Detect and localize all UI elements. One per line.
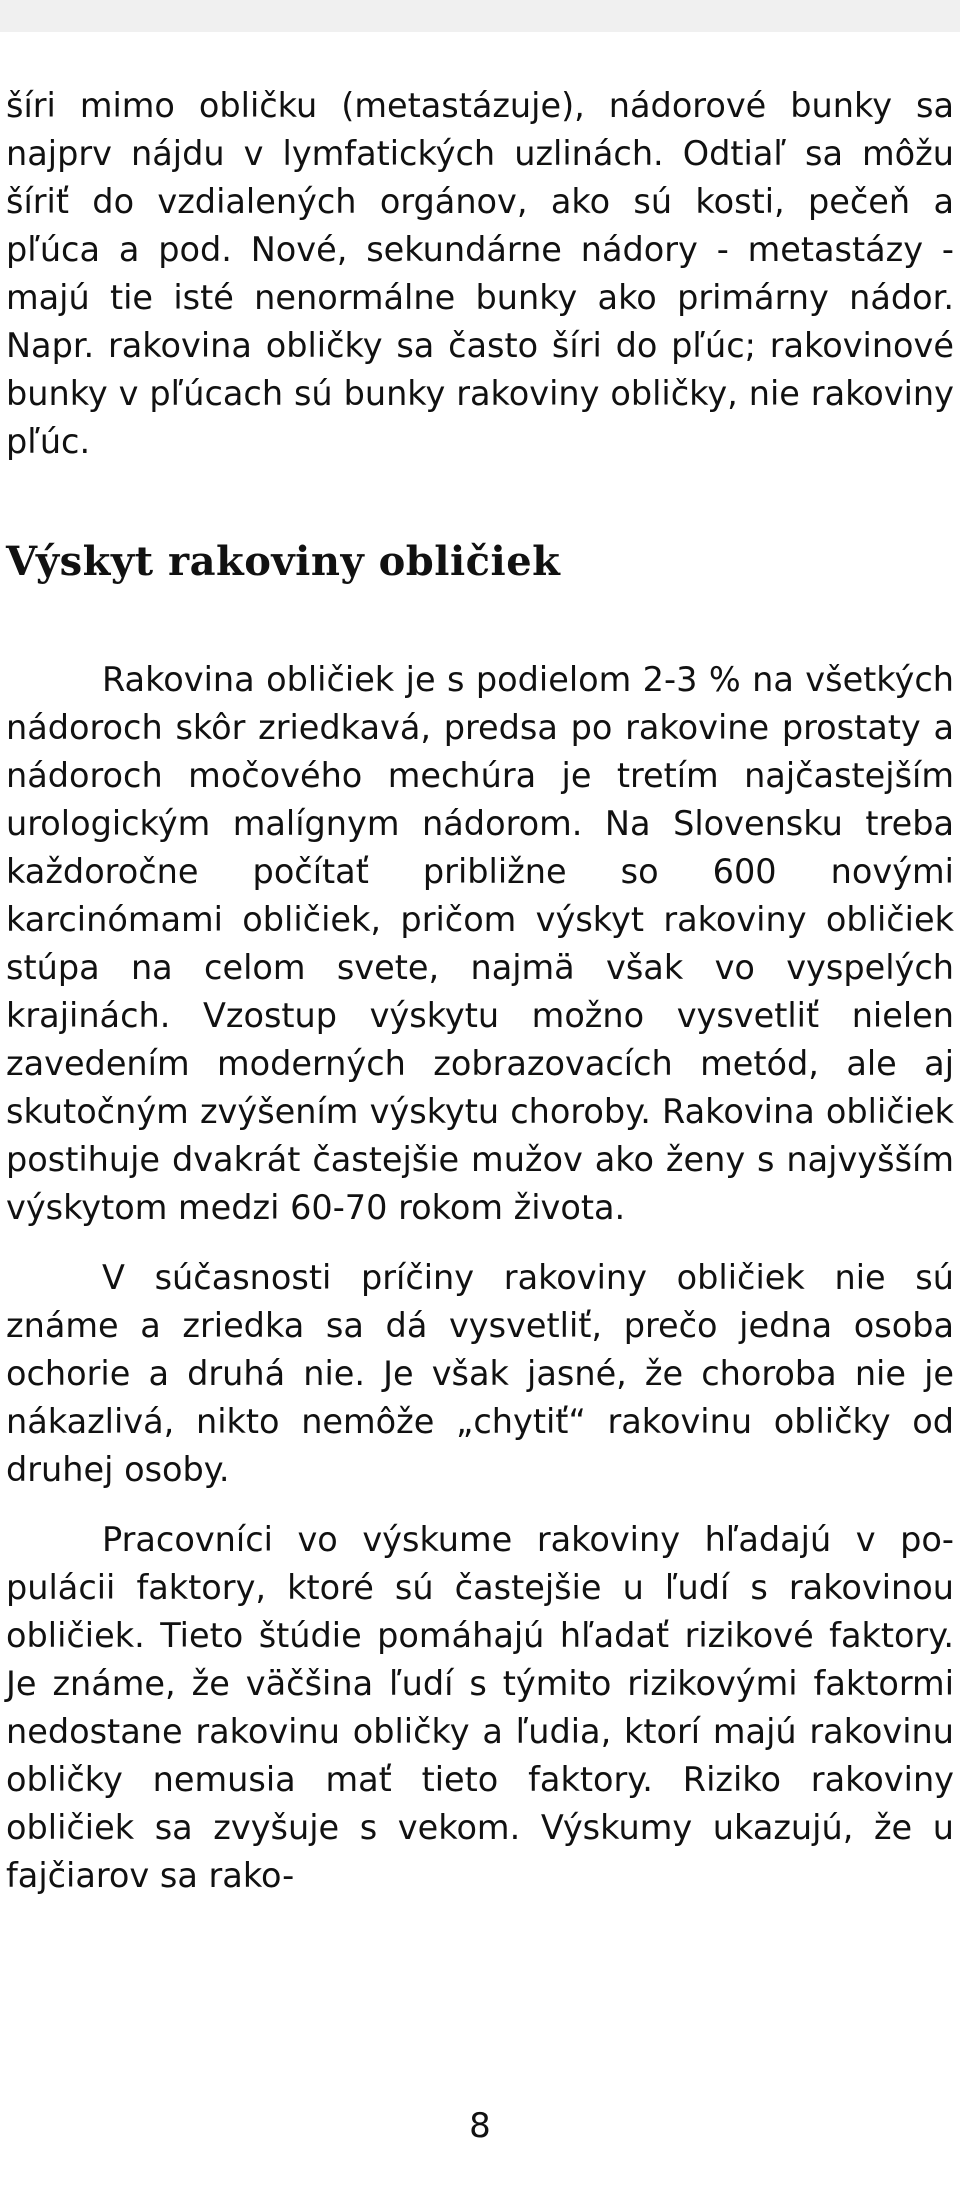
- section-heading-wrapper: [6, 537, 954, 587]
- paragraph-spacer: [6, 1494, 954, 1516]
- intro-paragraph: šíri mimo obličku (metastázuje), nádorové bunky sa najprv nájdu v lymfatických uzlinách. Odtiaľ sa môžu šíriť do vzdialených orgánov, ako sú kosti, pečeň a pľúca a pod. Nové, sekundárne nádory - metastázy - majú tie isté nenormálne bunky ako primárny nádor. Napr. rakovina obličky sa často šíri do pľúc; rakovinové bunky v pľúcach sú bunky rakoviny obličky, nie rakoviny pľúc.: [6, 86, 954, 461]
- body-paragraph-incidence: Rakovina obličiek je s podielom 2-3 % na všetkých nádoroch skôr zriedkavá, predsa po rakovine prostaty a nádoroch močového mechúra je tretím najčastejším urologickým malígnym nádorom. Na Slovensku treba každoročne počítať približne so 600 novými karcinómami obličiek, pričom výskyt rakoviny obličiek stúpa na celom svete, najmä však vo vyspelých krajinách. Vzostup výskytu možno vysvetliť nielen zavedením moderných zobrazovacích metód, ale aj skutočným zvýšením výskytu choroby. Rakovina obličiek postihuje dvakrát častejšie mužov ako ženy s najvyšším výskytom medzi 60-70 rokom života.: [6, 660, 954, 1227]
- body-paragraph-risk-factors: Pracovníci vo výskume rakoviny hľadajú v populácii faktory, ktoré sú častejšie u ľudí s rakovinou obličiek. Tieto štúdie pomáhajú hľadať rizikové faktory. Je známe, že väčšina ľudí s týmito rizikovými faktormi nedostane rakovinu obličky a ľudia, ktorí majú rakovinu obličky nemusia mať tieto faktory. Riziko rakoviny obličiek sa zvyšuje s vekom. Výskumy ukazujú, že u fajčiarov sa rako-: [6, 1520, 954, 1895]
- body-paragraph-causes: V súčasnosti príčiny rakoviny obličiek nie sú známe a zriedka sa dá vysvetliť, prečo jedna osoba ochorie a druhá nie. Je však jasné, že choroba nie je nákazlivá, nikto nemôže „chytiť“ rakovinu obličky od druhej osoby.: [6, 1258, 954, 1489]
- page-top-bar: [0, 0, 960, 32]
- section-heading: Výskyt rakoviny obličiek: [6, 538, 561, 585]
- page-content: [6, 82, 954, 1900]
- paragraph-spacer: [6, 1232, 954, 1254]
- page-number: 8: [469, 2106, 491, 2146]
